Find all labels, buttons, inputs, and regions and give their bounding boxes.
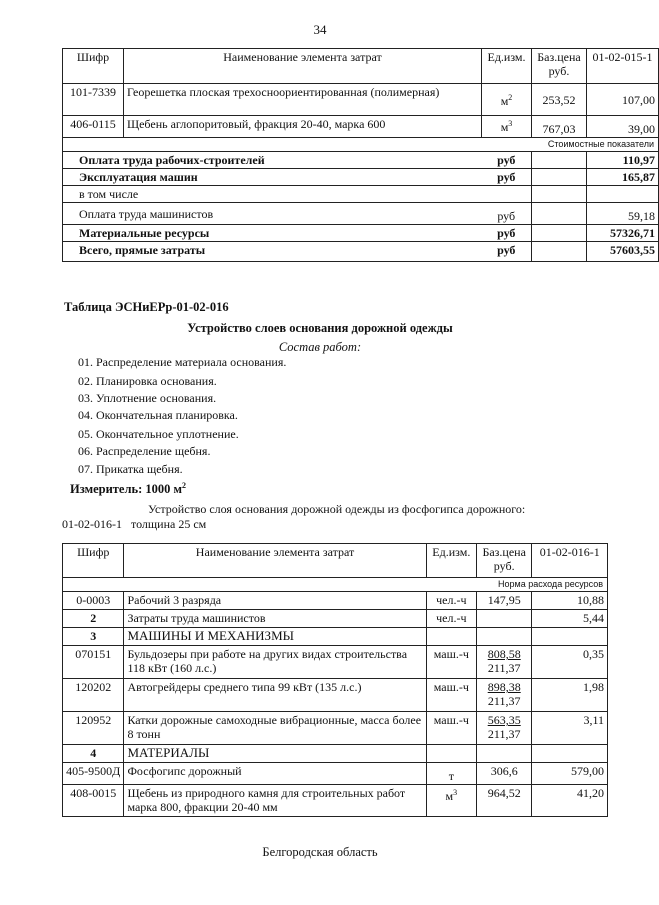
- section-num: 4: [63, 745, 124, 763]
- summary-row: [63, 152, 659, 169]
- row-value: 39,00: [587, 116, 659, 138]
- row-name: Георешетка плоская трехосноориентированная (полимерная): [124, 84, 482, 116]
- header-price: Баз.цена руб.: [532, 49, 587, 84]
- header-unit: Ед.изм.: [426, 544, 476, 578]
- row-value: 41,20: [532, 785, 608, 817]
- summary-value: 57326,71: [587, 225, 659, 242]
- description-line1: Устройство слоя основания дорожной одежды из фосфогипса дорожного:: [148, 502, 526, 516]
- header-unit: Ед.изм.: [482, 49, 532, 84]
- row-name: Автогрейдеры среднего типа 99 кВт (135 л.с.): [124, 679, 426, 712]
- row-value: 579,00: [532, 763, 608, 785]
- row-code: 0-0003: [63, 592, 124, 610]
- table-row: [63, 679, 608, 712]
- work-item: 03. Уплотнение основания.: [78, 391, 217, 405]
- row-value: 3,11: [532, 712, 608, 745]
- summary-value: 110,97: [587, 152, 659, 169]
- meter-label: Измеритель: 1000 $м^2$: [70, 481, 187, 497]
- work-item: 06. Распределение щебня.: [78, 444, 211, 458]
- header-col: 01-02-016-1: [532, 544, 608, 578]
- work-item: 01. Распределение материала основания.: [78, 355, 287, 369]
- row-unit: $м^3$: [482, 116, 532, 138]
- work-item: 02. Планировка основания.: [78, 374, 217, 388]
- table-row: [63, 785, 608, 817]
- row-unit: чел.-ч: [426, 610, 476, 628]
- row-code: 101-7339: [63, 84, 124, 116]
- section-row: [63, 745, 608, 763]
- composition-label: Состав работ:: [278, 340, 362, 354]
- header-name: Наименование элемента затрат: [124, 544, 426, 578]
- table-row: [63, 116, 659, 138]
- cost-table-016: [62, 543, 608, 817]
- summary-row: [63, 242, 659, 262]
- row-price: 253,52: [532, 84, 587, 116]
- summary-label: Эксплуатация машин: [63, 169, 482, 186]
- cost-table-015: [62, 48, 659, 262]
- header-col: 01-02-015-1: [587, 49, 659, 84]
- description-line2: [62, 517, 206, 532]
- summary-unit: руб: [482, 225, 532, 242]
- row-unit: маш.-ч: [426, 712, 476, 745]
- row-code: 2: [63, 610, 124, 628]
- row-unit: $м^2$: [482, 84, 532, 116]
- summary-row: [63, 169, 659, 186]
- summary-value: [587, 186, 659, 203]
- summary-label: в том числе: [63, 186, 482, 203]
- summary-label: Оплата труда рабочих-строителей: [63, 152, 482, 169]
- section-row: [63, 628, 608, 646]
- summary-unit: руб: [482, 242, 532, 262]
- work-item: 07. Прикатка щебня.: [78, 462, 183, 476]
- description-code: 01-02-016-1: [62, 517, 122, 531]
- summary-value: 59,18: [587, 203, 659, 225]
- row-code: 120952: [63, 712, 124, 745]
- row-price: 767,03: [532, 116, 587, 138]
- work-item: 05. Окончательное уплотнение.: [78, 427, 239, 441]
- section-title: МАТЕРИАЛЫ: [124, 745, 426, 763]
- summary-row: [63, 225, 659, 242]
- row-price: 306,6: [477, 763, 532, 785]
- row-name: Рабочий 3 разряда: [124, 592, 426, 610]
- row-name: Щебень из природного камня для строительных работ марка 800, фракции 20-40 мм: [124, 785, 426, 817]
- summary-unit: [482, 186, 532, 203]
- row-name: Бульдозеры при работе на других видах строительства 118 кВт (160 л.с.): [124, 646, 426, 679]
- page-number: 34: [313, 22, 327, 37]
- row-value: 107,00: [587, 84, 659, 116]
- summary-row: [63, 186, 659, 203]
- section-heading: Устройство слоев основания дорожной одежды: [187, 321, 453, 335]
- header-price: Баз.цена руб.: [477, 544, 532, 578]
- summary-label: Всего, прямые затраты: [63, 242, 482, 262]
- row-value: 10,88: [532, 592, 608, 610]
- row-unit: чел.-ч: [426, 592, 476, 610]
- row-unit: $м^3$: [426, 785, 476, 817]
- row-price: 808,58 211,37: [477, 646, 532, 679]
- indicators-label: Стоимостные показатели: [63, 138, 659, 152]
- row-price: 898,38 211,37: [477, 679, 532, 712]
- row-value: 5,44: [532, 610, 608, 628]
- norm-label: Норма расхода ресурсов: [63, 578, 608, 592]
- summary-label: Материальные ресурсы: [63, 225, 482, 242]
- row-code: 405-9500Д: [63, 763, 124, 785]
- summary-unit: руб: [482, 152, 532, 169]
- table-row: [63, 763, 608, 785]
- work-item: 04. Окончательная планировка.: [78, 408, 238, 422]
- row-value: 1,98: [532, 679, 608, 712]
- row-name: Катки дорожные самоходные вибрационные, масса более 8 тонн: [124, 712, 426, 745]
- row-value: 0,35: [532, 646, 608, 679]
- table-row: [63, 646, 608, 679]
- summary-value: 165,87: [587, 169, 659, 186]
- row-price: 147,95: [477, 592, 532, 610]
- table-row: [63, 84, 659, 116]
- row-name: Фосфогипс дорожный: [124, 763, 426, 785]
- summary-label: Оплата труда машинистов: [63, 203, 482, 225]
- summary-value: 57603,55: [587, 242, 659, 262]
- row-name: Щебень аглопоритовый, фракция 20-40, марка 600: [124, 116, 482, 138]
- table-title: Таблица ЭСНиЕРр-01-02-016: [64, 300, 229, 314]
- row-unit: маш.-ч: [426, 679, 476, 712]
- table-row: [63, 610, 608, 628]
- section-num: 3: [63, 628, 124, 646]
- row-code: 070151: [63, 646, 124, 679]
- table-row: [63, 712, 608, 745]
- header-name: Наименование элемента затрат: [124, 49, 482, 84]
- summary-row: [63, 203, 659, 225]
- row-price: 563,35 211,37: [477, 712, 532, 745]
- row-code: 408-0015: [63, 785, 124, 817]
- row-name: Затраты труда машинистов: [124, 610, 426, 628]
- header-code: Шифр: [63, 544, 124, 578]
- summary-unit: руб: [482, 203, 532, 225]
- row-unit: маш.-ч: [426, 646, 476, 679]
- row-price: 964,52: [477, 785, 532, 817]
- table-row: [63, 592, 608, 610]
- row-code: 120202: [63, 679, 124, 712]
- header-code: Шифр: [63, 49, 124, 84]
- summary-unit: руб: [482, 169, 532, 186]
- description-text: толщина 25 см: [131, 517, 207, 531]
- row-price: [477, 610, 532, 628]
- section-title: МАШИНЫ И МЕХАНИЗМЫ: [124, 628, 426, 646]
- row-unit: т: [426, 763, 476, 785]
- row-code: 406-0115: [63, 116, 124, 138]
- footer-region: Белгородская область: [262, 845, 378, 859]
